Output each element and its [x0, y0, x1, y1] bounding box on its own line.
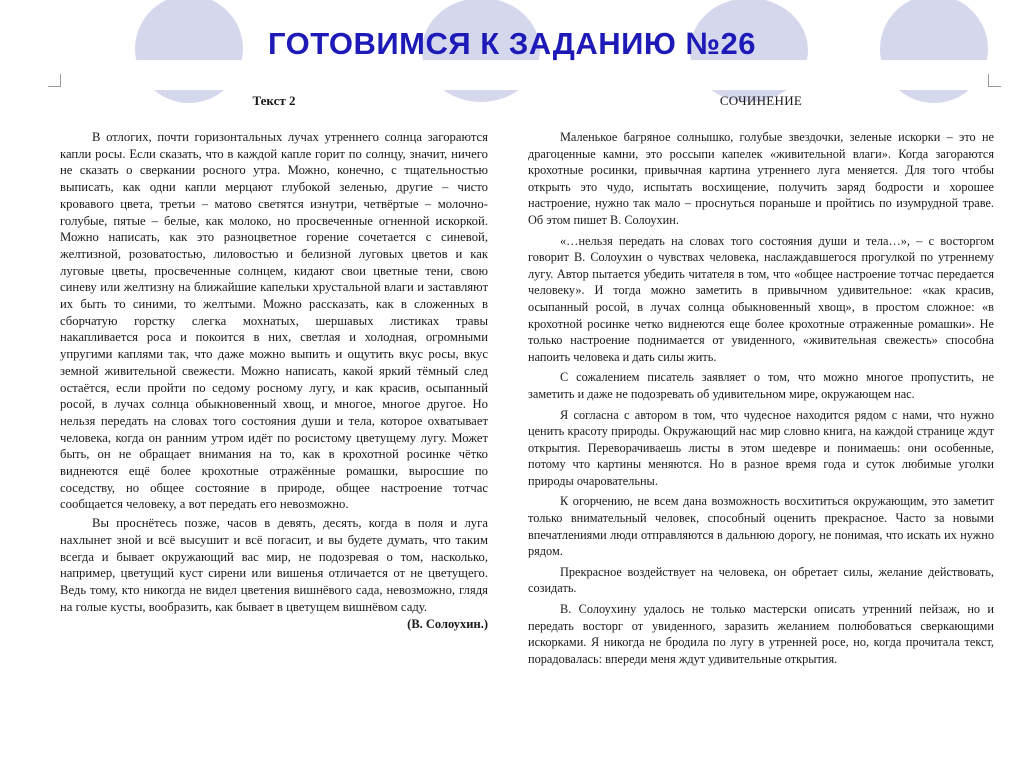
essay-paragraph-7: В. Солоухину удалось не только мастерски описать утренний пейзаж, но и передать восторг от увиденного, заразить желанием полюбоваться сверкающими искорками. Я никогда не бродила по лугу в утренней росе, но, когда прочитала текст, порадовалась: впереди меня ждут удивительные открытия.	[528, 602, 994, 666]
source-signature: (В. Солоухин.)	[407, 617, 488, 632]
corner-mark-top-left	[48, 74, 61, 87]
essay-paragraph-1: Маленькое багряное солнышко, голубые звездочки, зеленые искорки – это не драгоценные камни, это россыпи капелек «живительной влаги». Когда загораются крохотные росинки, привычная картина утреннего луга меняется. Для того чтобы открыть это чудо, испытать восхищение, получить заряд бодрости и хорошее настроение, нужно так мало – проснуться пораньше и пройтись по изумрудной траве. Об этом пишет В. Солоухин.	[528, 130, 994, 227]
source-paragraph-1: В отлогих, почти горизонтальных лучах утреннего солнца загораются капли росы. Если сказать, что в каждой капле горит по солнцу, значит, ничего не сказать о сверкании росного утра. Можно, конечно, с тщательностью выписать, как одни капли мерцают глубокой зеленью, другие – чисто кровавого цвета, третьи – матово светятся изнутри, четвёртые – молочно-голубые, пятые – белые, как молоко, но просвеченные огненной искоркой. Можно написать, как это разноцветное горение сочетается с синевой, желтизной, розоватостью, лиловостью и белизной луговых цветов и как луговые цветы, просвеченные солнцем, кидают свои цветные тени, свою синеву или желтизну на ближайшие капельки хрустальной влаги и заставляют их быть то синими, то желтыми. Можно рассказать, как в сложенных в сборчатую горстку слегка мохнатых, шершавых листиках травы накапливается роса и покоится в них, светлая и холодная, огромными упругими каплями так, что даже можно выпить и ощутить вкус росы, вкус земной живительной свежести. Можно написать, какой яркий тёмный след остаётся, если пройти по седому росному лугу, и как красив, осыпанный росой, в лучах солнца обыкновенный хвощ, и многое, многое другое. Но нельзя передать на словах того состояния души и тела, которое охватывает человека, когда он ранним утром идёт по росистому цветущему лугу. Может быть, он не обращает внимания на то, как в крохотной росинке чётко виднеются ещё более крохотные отражённые ромашки, выросшие по соседству, но общее состояние в природе, общее настроение тотчас сообщается человеку, а вот передать его невозможно.	[60, 130, 488, 512]
essay-heading: СОЧИНЕНИЕ	[719, 93, 803, 108]
source-paragraph-2: Вы проснётесь позже, часов в девять, десять, когда в поля и луга нахлынет зной и всё высушит и всё погасит, и вы будете думать, что таким всегда и бывает окружающий вас мир, не подозревая о том, насколько, например, цветущий куст сирени или вишенья отличается от не цветущего. Ведь тому, кто никогда не видел цветения вишнёвого сада, невозможно, глядя на голые кусты, вообразить, как бывает в цветущем вишнёвом саду.	[60, 516, 488, 614]
essay-paragraph-2: «…нельзя передать на словах того состояния души и тела…», – с восторгом говорит В. Солоухин о чувствах человека, наслаждавшегося прогулкой по утреннему лугу. Автор пытается убедить читателя в том, что «общее настроение тотчас передается человеку». И тогда можно заметить в привычном удивительное: «как красив, осыпанный росой, в лучах солнца обыкновенный хвощ», в простом сложное: «в крохотной росинке четко виднеются еще более крохотные отраженные ромашки». Не только настроение поднимается от увиденного, «живительная свежесть» способна напоить человека и дать силы жить.	[528, 233, 994, 364]
corner-mark-top-right	[988, 74, 1001, 87]
essay-paragraph-3: С сожалением писатель заявляет о том, что можно многое пропустить, не заметить и даже не подозревать об удивительном мире, окружающем нас.	[528, 370, 994, 401]
source-text-heading: Текст 2	[252, 93, 296, 108]
decor-mask	[0, 60, 1024, 90]
slide-title: ГОТОВИМСЯ К ЗАДАНИЮ №26	[267, 26, 757, 61]
essay-paragraph-5: К огорчению, не всем дана возможность восхититься окружающим, это заметит только внимательный человек, способный оценить прекрасное. Часто за новыми впечатлениями люди отправляются в дальнюю дорогу, не понимая, что искать их нужно рядом.	[528, 494, 994, 559]
essay-column	[528, 93, 994, 667]
source-text-column	[60, 93, 488, 632]
essay-paragraph-6: Прекрасное воздействует на человека, он обретает силы, желание действовать, созидать.	[528, 564, 994, 596]
essay-paragraph-4: Я согласна с автором в том, что чудесное находится рядом с нами, что нужно ценить красоту природы. Окружающий нас мир словно книга, на каждой странице ждут открытия. Переворачиваешь листы в этом шедевре и понимаешь: они особенные, потому что картины меняются. Но в разное время года и суток любимые уголки природы очаровательны.	[528, 407, 994, 488]
